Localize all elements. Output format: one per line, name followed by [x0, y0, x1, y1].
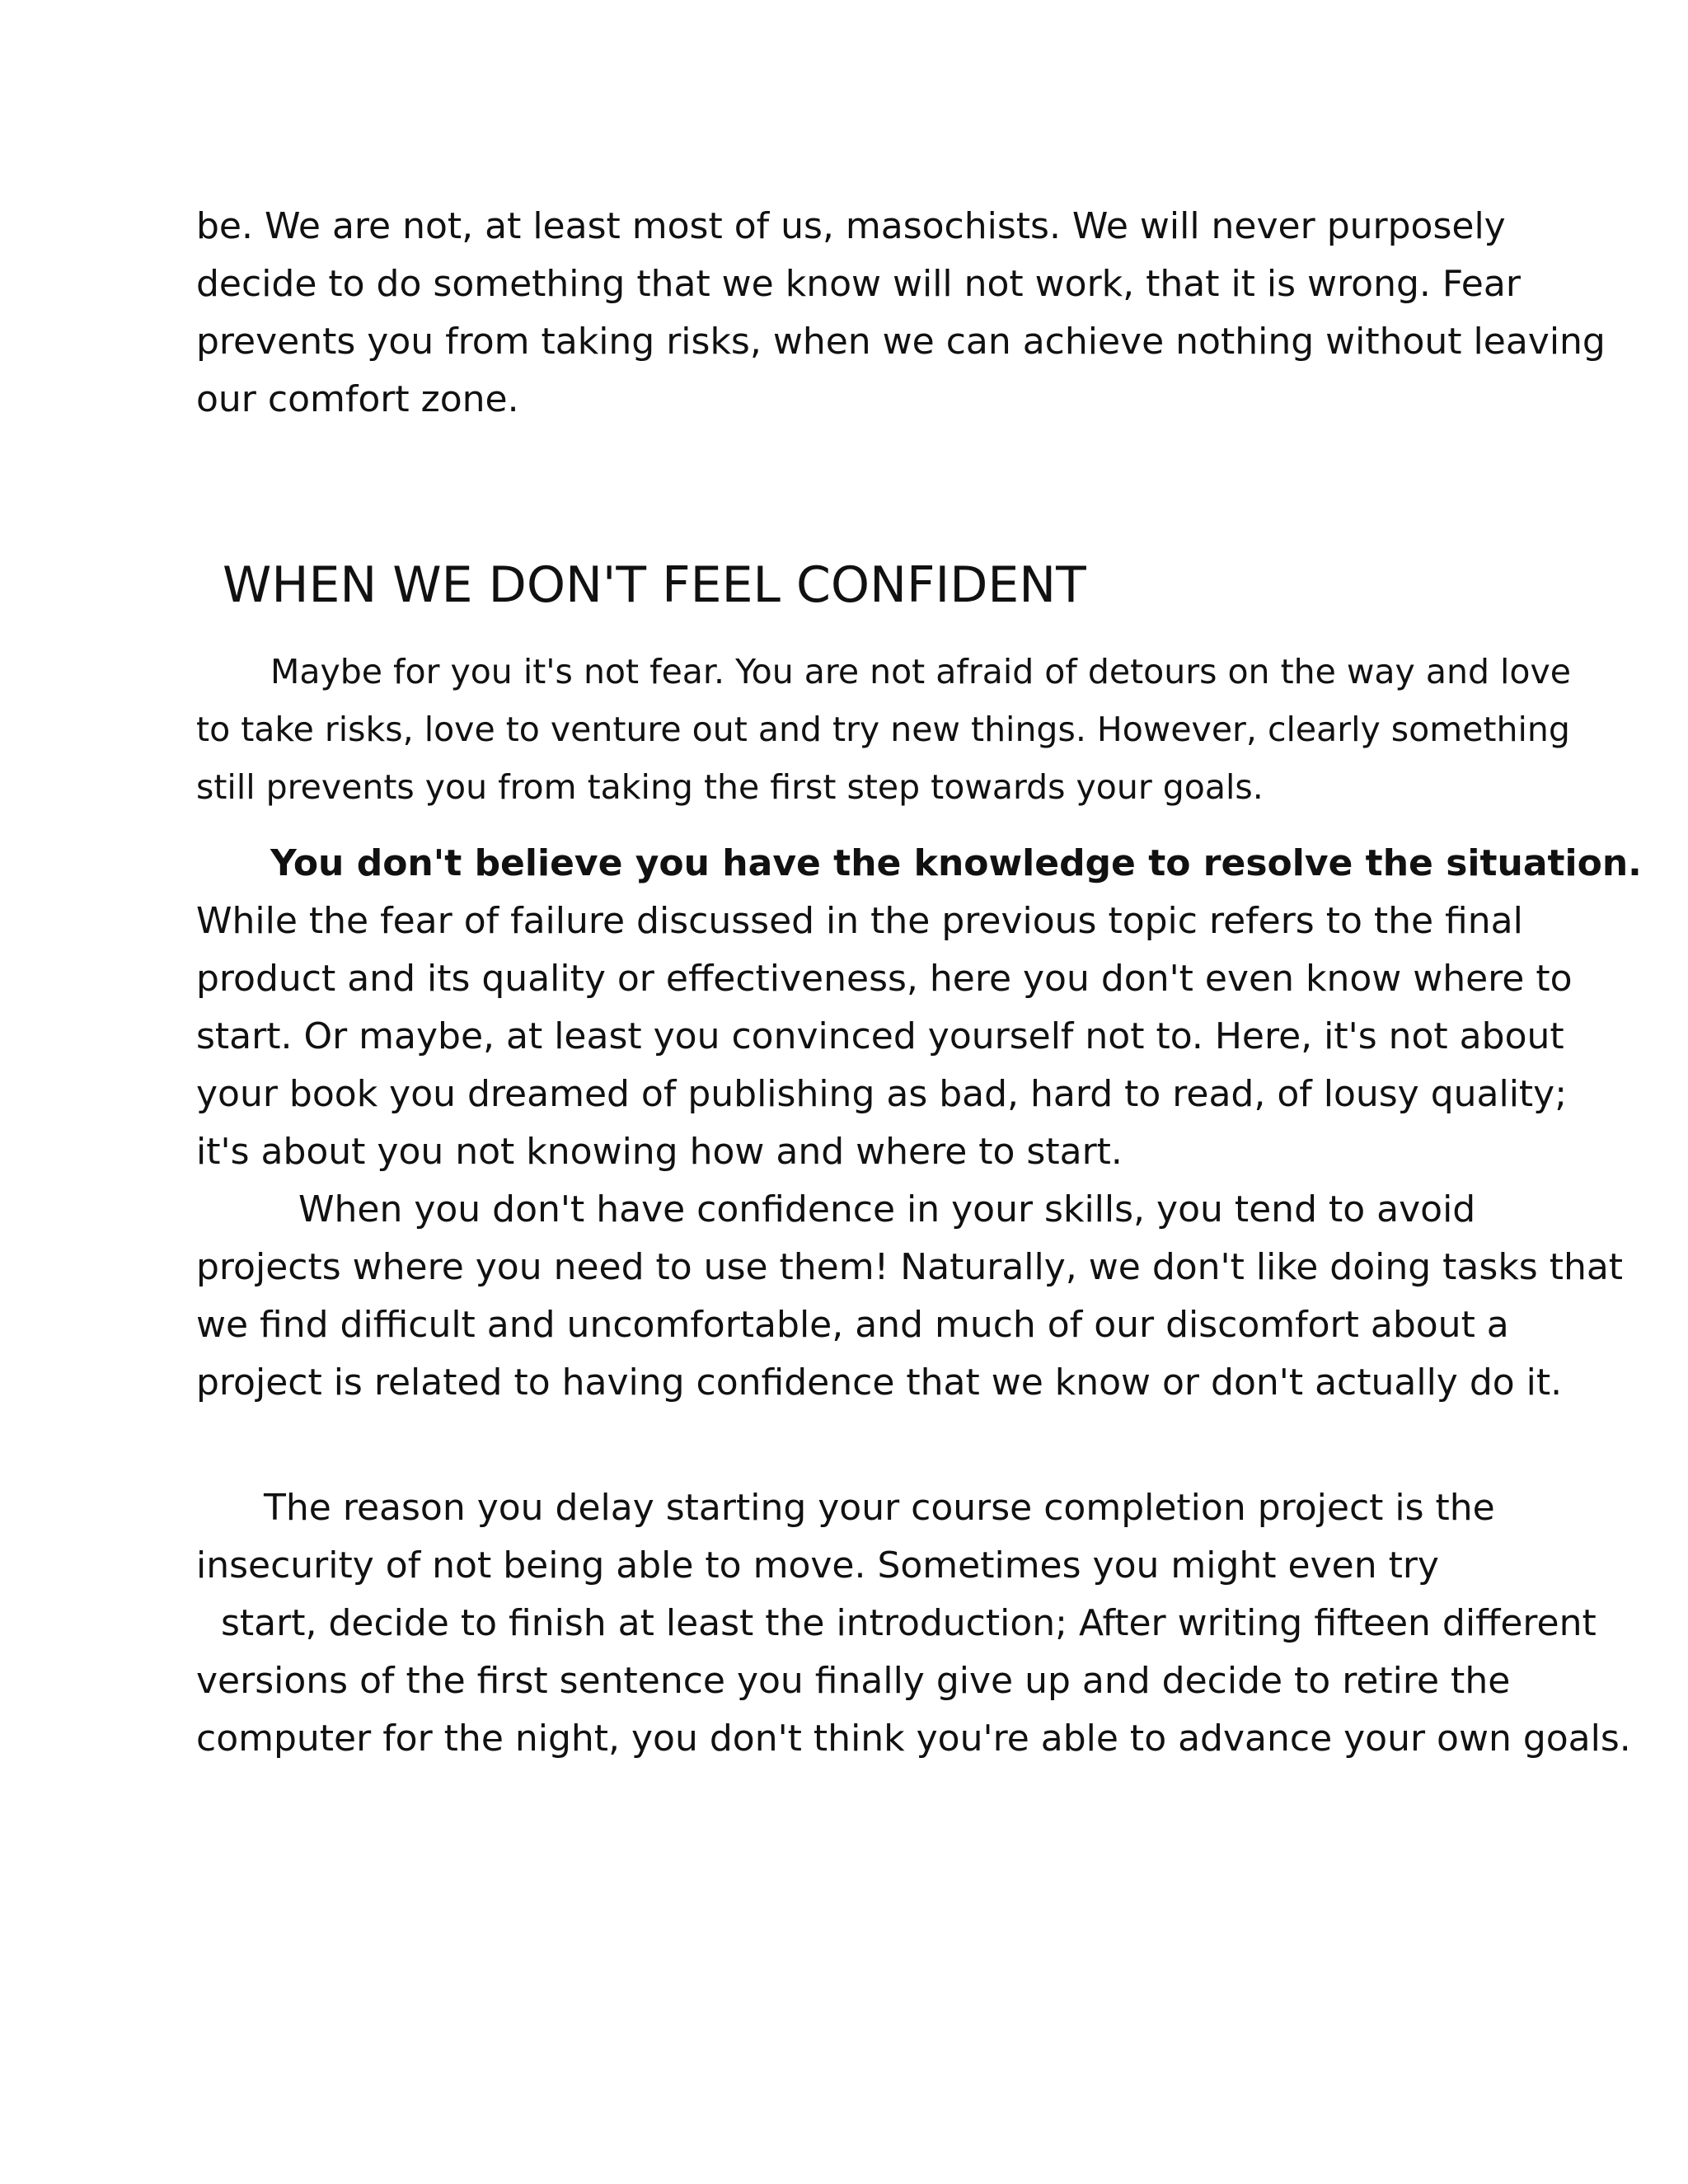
text-line: your book you dreamed of publishing as bad, hard to read, of lousy quality; — [196, 1073, 1568, 1115]
text-line: project is related to having confidence that we know or don't actually do it. — [196, 1361, 1563, 1404]
text-line: projects where you need to use them! Naturally, we don't like doing tasks that — [196, 1246, 1624, 1288]
text-line: to take risks, love to venture out and try new things. However, clearly something — [196, 710, 1570, 749]
section-heading: WHEN WE DON'T FEEL CONFIDENT — [223, 556, 1086, 614]
text-line: While the fear of failure discussed in the previous topic refers to the final — [196, 900, 1523, 942]
text-line: our comfort zone. — [196, 378, 519, 420]
text-line: product and its quality or effectiveness, here you don't even know where to — [196, 958, 1573, 1000]
text-line: start, decide to finish at least the introduction; After writing fifteen different — [221, 1602, 1597, 1644]
text-line: When you don't have confidence in your skills, you tend to avoid — [298, 1188, 1476, 1230]
text-line: still prevents you from taking the first step towards your goals. — [196, 767, 1264, 807]
text-line: insecurity of not being able to move. Sometimes you might even try — [196, 1544, 1439, 1586]
text-line: prevents you from taking risks, when we can achieve nothing without leaving — [196, 321, 1606, 363]
text-line: start. Or maybe, at least you convinced yourself not to. Here, it's not about — [196, 1015, 1564, 1057]
text-line: The reason you delay starting your course completion project is the — [264, 1487, 1495, 1529]
text-line: versions of the first sentence you finally give up and decide to retire the — [196, 1660, 1511, 1702]
text-line: decide to do something that we know will not work, that it is wrong. Fear — [196, 263, 1521, 305]
text-line: it's about you not knowing how and where to start. — [196, 1131, 1123, 1173]
text-line: computer for the night, you don't think you're able to advance your own goals. — [196, 1718, 1631, 1760]
text-line: Maybe for you it's not fear. You are not afraid of detours on the way and love — [270, 652, 1571, 691]
text-line: we find difficult and uncomfortable, and much of our discomfort about a — [196, 1304, 1509, 1346]
text-line: be. We are not, at least most of us, masochists. We will never purposely — [196, 205, 1506, 247]
bold-lead-sentence: You don't believe you have the knowledge to resolve the situation. — [270, 842, 1642, 884]
